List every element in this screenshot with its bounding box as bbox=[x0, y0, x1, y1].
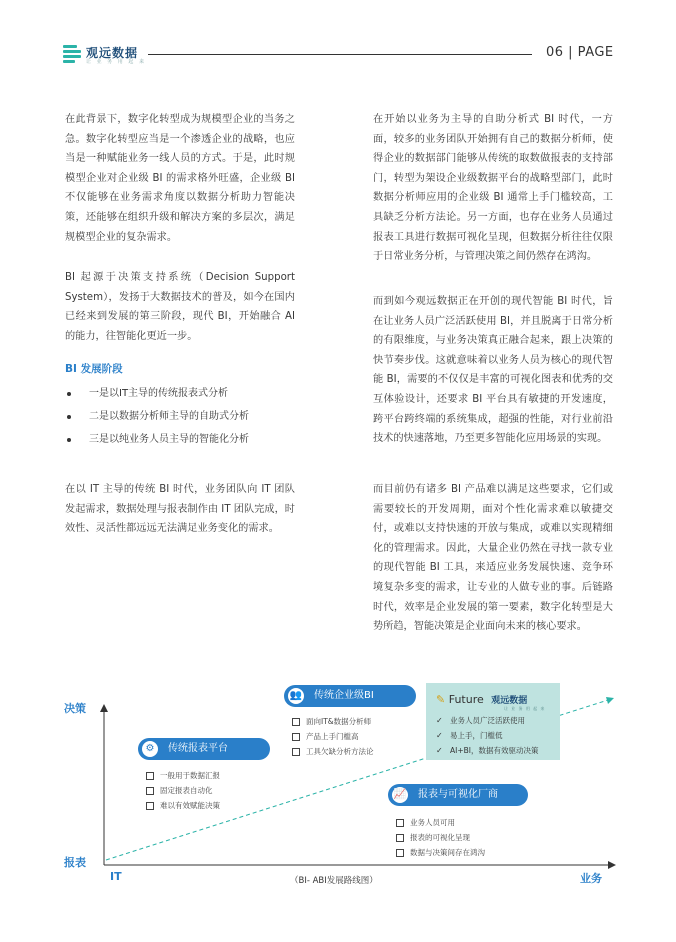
future-brand-slogan: 让 业 务 用 起 来 bbox=[504, 706, 546, 711]
right-paragraph-3: 而目前仍有诸多 BI 产品难以满足这些要求，它们或需要较长的开发周期，面对个性化需求难以敏捷交付，或难以支持快速的开放与集成，或难以实现精细化的管理需求。因此，大量企业仍然在寻找一款专业的现代智能 BI 工具，来适应业务发展快速、竞争环境复杂多变的需求，让专业的人做专业的事。后链路时代，效率是企业发展的第一要素，数字化转型是大势所趋，智能决策是企业面向未来的核心要求。 bbox=[373, 484, 613, 633]
list-item: ✓ AI+BI，数据有效驱动决策 bbox=[436, 745, 538, 760]
logo-icon bbox=[63, 45, 81, 63]
list-item: 一般用于数据汇报 bbox=[146, 770, 220, 785]
list-item: 三是以纯业务人员主导的智能化分析 bbox=[65, 431, 305, 454]
list-item: 二是以数据分析师主导的自助式分析 bbox=[65, 408, 305, 431]
list-item: 面向IT&数据分析师 bbox=[292, 716, 374, 731]
future-brand: 观远数据 bbox=[491, 696, 528, 706]
page-number: 06 | PAGE bbox=[546, 45, 614, 60]
left-paragraph-2: BI 起源于决策支持系统（Decision Support System），发扬于大数据技术的普及，如今在国内已经来到发展的第三阶段，现代 BI，开始融合 AI 的能力，往智能化更近一步。 bbox=[65, 272, 295, 342]
enterprise-bi-pill: 👥 传统企业级BI bbox=[284, 685, 416, 707]
right-paragraph-1: 在开始以业务为主导的自助分析式 BI 时代，一方面，较多的业务团队开始拥有自己的数据分析师，使得企业的数据部门能够从传统的取数做报表的支持部门，转型为架设企业级数据平台的战略型部门，此时数据分析师应用的企业级 BI 通常上手门槛较高，工具缺乏分析方法论。另一方面，也存在业务人员通过报表工具进行数据可视化呈现，但数据分析往往仅限于日常业务分析，与管理决策之间仍然存在鸿沟。 bbox=[373, 114, 613, 263]
brand-name: 观远数据 bbox=[86, 46, 139, 60]
list-item: 固定报表自动化 bbox=[146, 785, 220, 800]
left-paragraph-3: 在以 IT 主导的传统 BI 时代，业务团队向 IT 团队发起需求，数据处理与报表制作由 IT 团队完成，时效性、灵活性都远远无法满足业务变化的需求。 bbox=[65, 484, 295, 535]
list-item: 难以有效赋能决策 bbox=[146, 800, 220, 815]
list-item: 产品上手门槛高 bbox=[292, 731, 374, 746]
x-axis-right-label: 业务 bbox=[580, 872, 602, 885]
list-item: 数据与决策间存在鸿沟 bbox=[396, 847, 485, 862]
users-icon: 👥 bbox=[288, 688, 304, 704]
left-paragraph-1: 在此背景下，数字化转型成为规模型企业的当务之急。数字化转型应当是一个渗透企业的战略，也应当是一种赋能业务一线人员的方式。于是，此时规模型企业对企业级 BI 的需求格外旺盛，企业级 BI 不仅能够在业务需求角度以数据分析助力智能决策，还能够在组织升级和解决方案的多层次，满足规模型企业的复杂需求。 bbox=[65, 114, 295, 243]
list-item: ✓ 易上手，门槛低 bbox=[436, 730, 538, 745]
chart-icon: 📈 bbox=[392, 787, 408, 803]
traditional-report-pill: ⚙ 传统报表平台 bbox=[138, 738, 270, 760]
list-item: 业务人员可用 bbox=[396, 817, 485, 832]
stage-list bbox=[65, 385, 305, 454]
gear-icon: ⚙ bbox=[142, 741, 158, 757]
visualization-vendor-list bbox=[396, 817, 485, 862]
y-axis-top-label: 决策 bbox=[64, 702, 86, 715]
x-axis-left-label: IT bbox=[110, 870, 122, 883]
diagram-caption: （BI- ABI发展路线图） bbox=[290, 876, 378, 886]
traditional-report-list bbox=[146, 770, 220, 815]
list-item: ✓ 业务人员广泛活跃使用 bbox=[436, 715, 538, 730]
header-divider bbox=[148, 54, 532, 55]
visualization-vendor-pill: 📈 报表与可视化厂商 bbox=[388, 784, 528, 806]
future-heading: ✎ Future 观远数据 bbox=[436, 693, 528, 706]
future-list bbox=[436, 715, 538, 760]
future-box bbox=[426, 683, 560, 760]
brand-slogan: 让 业 务 用 起 来 bbox=[86, 59, 146, 65]
stage-title: BI 发展阶段 bbox=[65, 363, 123, 375]
list-item: 报表的可视化呈现 bbox=[396, 832, 485, 847]
list-item: 一是以IT主导的传统报表式分析 bbox=[65, 385, 305, 408]
edit-icon: ✎ bbox=[436, 693, 446, 706]
right-paragraph-2: 而到如今观远数据正在开创的现代智能 BI 时代，旨在让业务人员广泛活跃使用 BI，并且脱离于日常分析的有限维度，与业务决策真正融合起来，跟上决策的快节奏步伐。这就意味着以业务人员为核心的现代智能 BI，需要的不仅仅是丰富的可视化图表和优秀的交互体验设计，还要求 BI 平台具有敏捷的开发速度，跨平台跨终端的系统集成，超强的性能，对行业前沿技术的快速落地，乃至更多智能化应用场景的实现。 bbox=[373, 296, 613, 445]
enterprise-bi-list bbox=[292, 716, 374, 761]
y-axis-bottom-label: 报表 bbox=[64, 856, 86, 869]
list-item: 工具欠缺分析方法论 bbox=[292, 746, 374, 761]
bi-roadmap-diagram bbox=[60, 680, 620, 910]
